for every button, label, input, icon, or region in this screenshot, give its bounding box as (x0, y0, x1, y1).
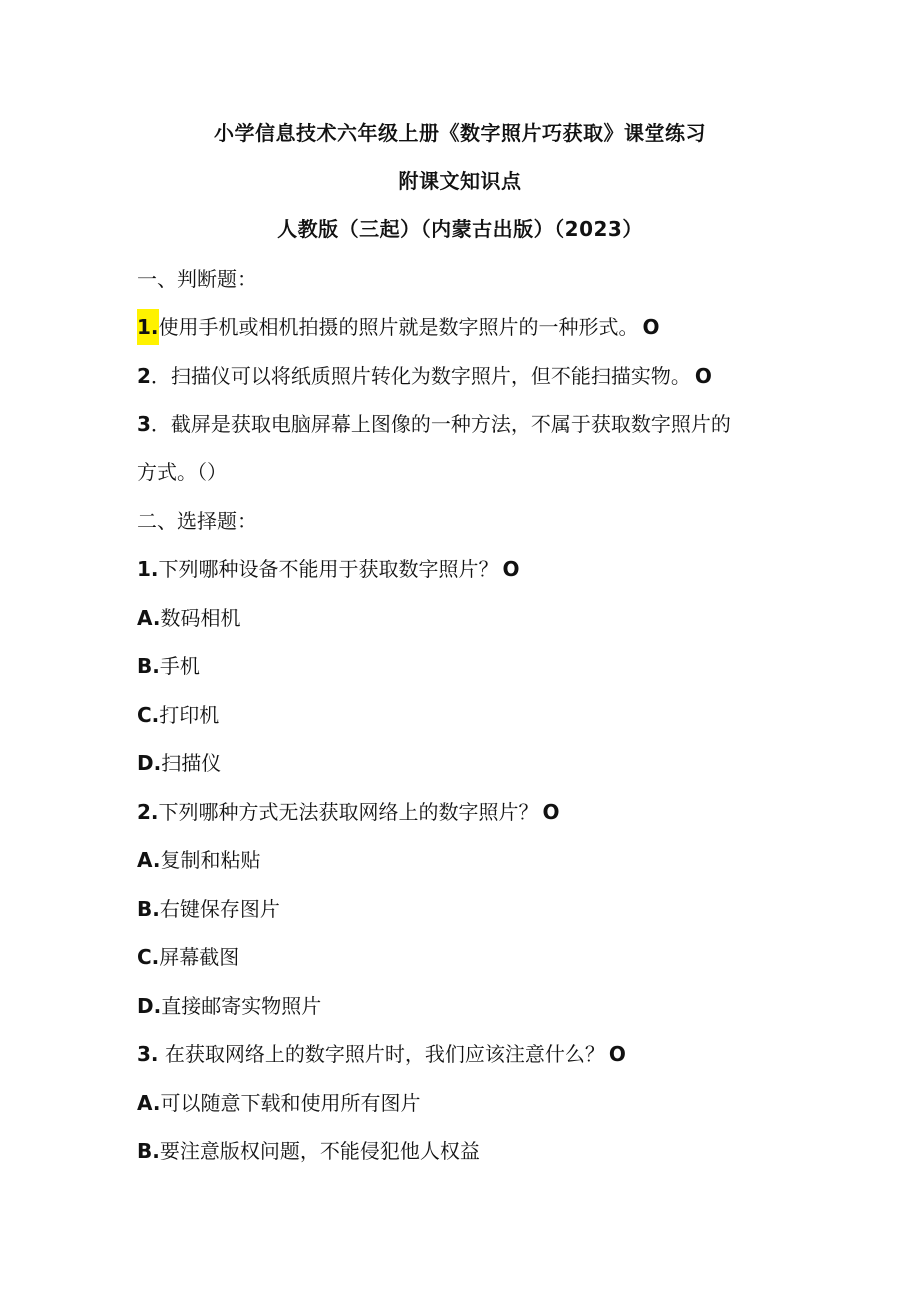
question-number: 1. (137, 309, 159, 345)
question-text: ．扫描仪可以将纸质照片转化为数字照片，但不能扫描实物。 (150, 364, 691, 388)
question-text: 下列哪种设备不能用于获取数字照片？ (158, 557, 499, 581)
choice-option-a (137, 1088, 420, 1118)
option-label: C. (137, 703, 160, 727)
option-text: 可以随意下载和使用所有图片 (160, 1091, 421, 1115)
option-label: D. (137, 751, 162, 775)
judgment-question-3-continued: 方式。（） (137, 460, 227, 484)
question-text: 下列哪种方式无法获取网络上的数字照片？ (158, 800, 539, 824)
option-label: D. (137, 994, 162, 1018)
question-text: ．截屏是获取电脑屏幕上图像的一种方法，不属于获取数字照片的 (150, 412, 731, 436)
question-text: 在获取网络上的数字照片时，我们应该注意什么？ (158, 1042, 605, 1066)
judgment-question-1 (137, 312, 660, 342)
question-number: 3 (137, 412, 151, 436)
choice-option-a (137, 845, 260, 875)
section-heading-judgment: 一、判断题： (137, 267, 257, 291)
option-label: A. (137, 848, 161, 872)
option-text: 直接邮寄实物照片 (161, 994, 322, 1018)
question-number: 2 (137, 364, 151, 388)
option-label: C. (137, 945, 160, 969)
answer-mark: O (502, 557, 520, 581)
option-text: 打印机 (159, 703, 220, 727)
choice-option-b (137, 1136, 480, 1166)
document-title: 小学信息技术六年级上册《数字照片巧获取》课堂练习 (214, 121, 706, 145)
option-label: B. (137, 897, 160, 921)
choice-option-b (137, 651, 200, 681)
question-number: 1. (137, 557, 159, 581)
option-text: 扫描仪 (161, 751, 222, 775)
option-text: 右键保存图片 (159, 897, 280, 921)
option-label: B. (137, 1139, 160, 1163)
option-text: 复制和粘贴 (160, 848, 261, 872)
choice-question-3 (137, 1039, 626, 1069)
answer-mark: O (694, 364, 712, 388)
answer-mark: O (542, 800, 560, 824)
choice-option-a (137, 603, 240, 633)
choice-option-d (137, 748, 221, 778)
option-text: 要注意版权问题，不能侵犯他人权益 (159, 1139, 480, 1163)
choice-option-c (137, 942, 239, 972)
option-label: A. (137, 1091, 161, 1115)
judgment-question-3 (137, 409, 731, 439)
document-edition: 人教版（三起）（内蒙古出版）（2023） (277, 217, 643, 241)
choice-question-2 (137, 797, 560, 827)
option-label: A. (137, 606, 161, 630)
choice-option-c (137, 700, 219, 730)
choice-option-d (137, 991, 321, 1021)
answer-mark: O (608, 1042, 626, 1066)
option-label: B. (137, 654, 160, 678)
choice-option-b (137, 894, 280, 924)
question-number: 2. (137, 800, 159, 824)
section-heading-choice: 二、选择题： (137, 509, 257, 533)
option-text: 数码相机 (160, 606, 241, 630)
option-text: 屏幕截图 (159, 945, 240, 969)
judgment-question-2 (137, 361, 712, 391)
answer-mark: O (642, 315, 660, 339)
question-number: 3. (137, 1042, 159, 1066)
option-text: 手机 (159, 654, 200, 678)
choice-question-1 (137, 554, 520, 584)
document-subtitle: 附课文知识点 (398, 169, 522, 193)
question-text: 使用手机或相机拍摄的照片就是数字照片的一种形式。 (158, 315, 639, 339)
